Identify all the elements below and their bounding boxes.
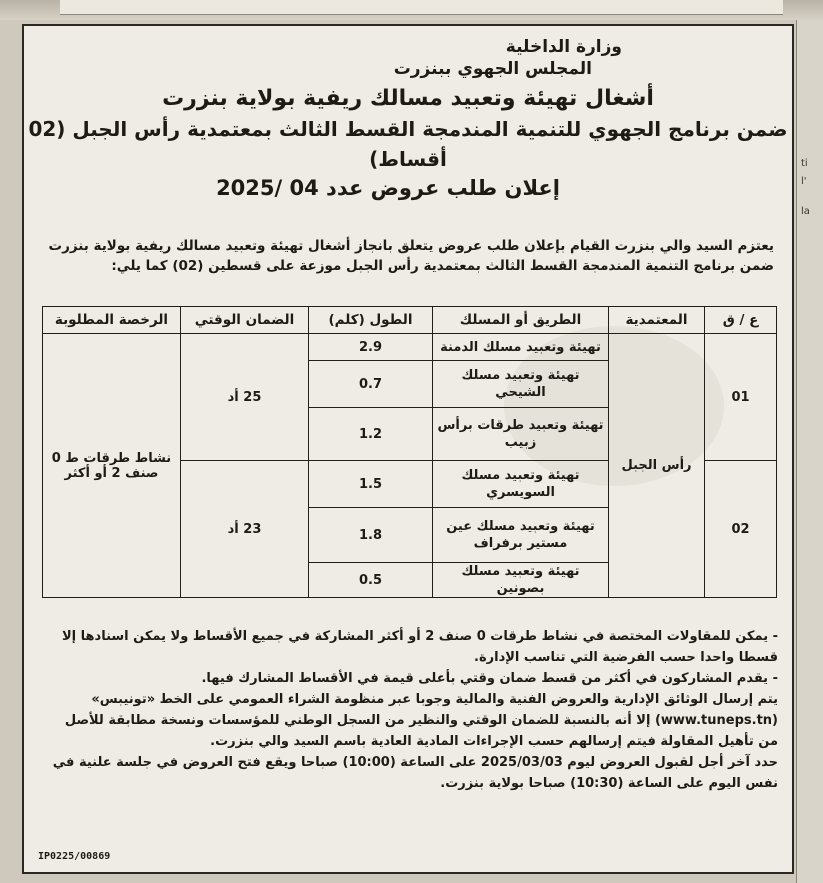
ministry-name: وزارة الداخلية xyxy=(505,37,622,57)
note-paragraph: - يمكن للمقاولات المختصة في نشاط طرقات 0 صنف 2 أو أكثر المشاركة في جميع الأقساط ولا يمكن اسنادها إلا قسطا واحدا حسب الفرضية التي تناسب الإدارة. xyxy=(61,629,778,665)
works-table xyxy=(42,306,777,598)
road-length: 1.8 xyxy=(309,508,433,563)
note-paragraph: - يقدم المشاركون في أكثر من قسط ضمان وقتي بأعلى قيمة في الأقساط المشارك فيها. xyxy=(201,671,778,686)
guarantee-cell: 23 أد xyxy=(181,461,309,598)
road-length: 1.5 xyxy=(309,461,433,508)
previous-article-strip xyxy=(60,0,783,15)
notice-header xyxy=(24,36,792,202)
publication-code: IP0225/00869 xyxy=(38,851,111,862)
tender-number: إعلان طلب عروض عدد 04 /2025 xyxy=(216,176,560,200)
guarantee-cell: 25 أد xyxy=(181,334,309,461)
lot-number: 02 xyxy=(705,461,777,598)
table-header-row xyxy=(43,307,777,334)
table-row xyxy=(43,334,777,361)
intro-paragraph: يعتزم السيد والي بنزرت القيام بإعلان طلب عروض يتعلق بانجاز أشغال تهيئة وتعبيد مسالك ريفية بولاية بنزرت ضمن برنامج التنمية المندمجة القسط الثالث بمعتمدية رأس الجبل موزعة على قسطين (02) كما يلي: xyxy=(48,238,774,274)
header-road: الطريق أو المسلك xyxy=(433,307,609,334)
notes-section xyxy=(42,626,778,794)
road-name: تهيئة وتعبيد مسلك الدمنة xyxy=(433,334,609,361)
road-length: 0.5 xyxy=(309,563,433,598)
header-guarantee: الضمان الوقتي xyxy=(181,307,309,334)
road-name: تهيئة وتعبيد مسلك السويسري xyxy=(433,461,609,508)
header-delegation: المعتمدية xyxy=(609,307,705,334)
council-name: المجلس الجهوي ببنزرت xyxy=(393,59,592,79)
adjacent-column xyxy=(796,20,823,883)
road-name: تهيئة وتعبيد طرقات برأس زبيب xyxy=(433,408,609,461)
header-lot: ع / ق xyxy=(705,307,777,334)
note-paragraph: حدد آخر أجل لقبول العروض ليوم 2025/03/03 على الساعة (10:00) صباحا ويقع فتح العروض في جلسة علنية في نفس اليوم على الساعة (10:30) صباحا بولاية بنزرت. xyxy=(52,755,778,791)
road-length: 0.7 xyxy=(309,361,433,408)
tender-notice xyxy=(22,24,794,874)
page-top-edge xyxy=(0,0,823,20)
road-length: 2.9 xyxy=(309,334,433,361)
delegation-cell: رأس الجبل xyxy=(609,334,705,598)
lot-number: 01 xyxy=(705,334,777,461)
notice-subtitle: ضمن برنامج الجهوي للتنمية المندمجة القسط الثالث بمعتمدية رأس الجبل (02 أقساط) xyxy=(28,117,788,171)
header-license: الرخصة المطلوبة xyxy=(43,307,181,334)
side-fragment: la xyxy=(801,206,810,217)
license-cell: نشاط طرقات ط 0 صنف 2 أو أكثر xyxy=(43,334,181,598)
road-name: تهيئة وتعبيد مسلك الشيحي xyxy=(433,361,609,408)
notice-title: أشغال تهيئة وتعبيد مسالك ريفية بولاية بنزرت xyxy=(162,86,654,111)
road-name: تهيئة وتعبيد مسلك عين مستير برفراف xyxy=(433,508,609,563)
road-length: 1.2 xyxy=(309,408,433,461)
header-length: الطول (كلم) xyxy=(309,307,433,334)
note-paragraph: يتم إرسال الوثائق الإدارية والعروض الفنية والمالية وجوبا عبر منظومة الشراء العمومي على الخط «تونيبس» (www.tuneps.tn) إلا أنه بالنسبة للضمان الوقتي والنظير من السجل الوطني للمؤسسات ونسخة مطابقة للأصل من تأهيل المقاولة فيتم إرسالهم حسب الإجراءات المادية العادية باسم السيد والي بنزرت. xyxy=(64,692,778,749)
road-name: تهيئة وتعبيد مسلك بصونين xyxy=(433,563,609,598)
side-fragment: l' xyxy=(801,176,807,187)
side-fragment: ti xyxy=(801,158,808,169)
